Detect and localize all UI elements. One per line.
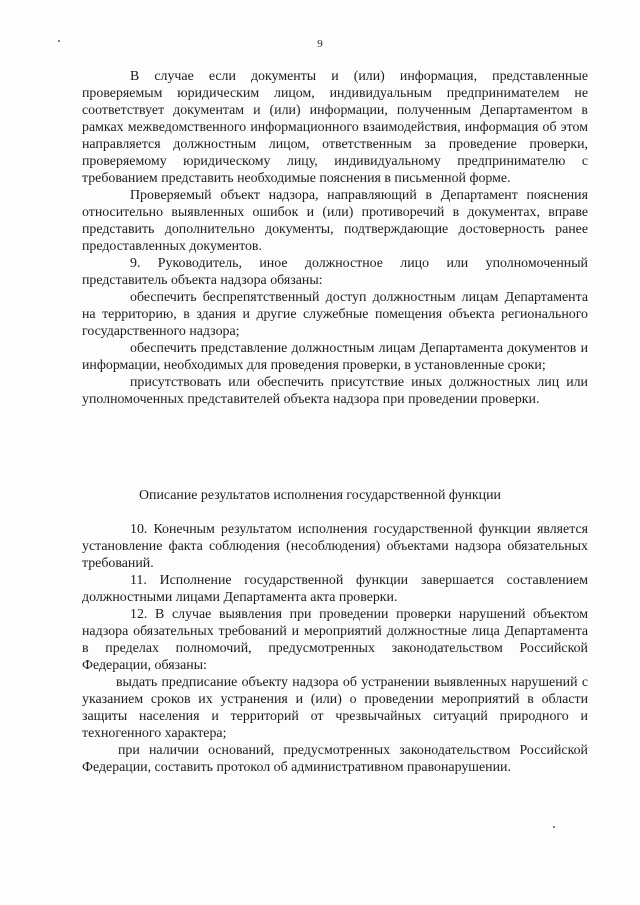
paragraph-item-10: 10. Конечным результатом исполнения государственной функции является установление факта соблюдения (несоблюдения) объектами надзора обязательных требований. (82, 522, 588, 571)
scan-speck (58, 40, 60, 42)
paragraph-draw-protocol: при наличии оснований, предусмотренных законодательством Российской Федерации, составить протокол об административном правонарушении. (82, 743, 588, 775)
paragraph-provide-documents: обеспечить представление должностным лицам Департамента документов и информации, необходимых для проведения проверки, в установленные сроки; (82, 341, 588, 373)
paragraph-attend-inspection: присутствовать или обеспечить присутствие иных должностных лиц или уполномоченных представителей объекта надзора при проведении проверки. (82, 375, 588, 407)
top-text-block (82, 68, 588, 408)
paragraph-item-9: 9. Руководитель, иное должностное лицо или уполномоченный представитель объекта надзора обязаны: (82, 256, 588, 288)
page-number: 9 (317, 38, 323, 50)
paragraph-explanations: Проверяемый объект надзора, направляющий в Департамент пояснения относительно выявленных ошибок и (или) противоречий в документах, вправе представить дополнительно документы, подтверждающие достоверность ранее предоставленных документов. (82, 188, 588, 254)
paragraph-item-11: 11. Исполнение государственной функции завершается составлением должностными лицами Департамента акта проверки. (82, 573, 588, 605)
bottom-text-block (82, 521, 588, 776)
paragraph-ensure-access: обеспечить беспрепятственный доступ должностным лицам Департамента на территорию, в здания и другие служебные помещения объекта регионального государственного надзора; (82, 290, 588, 339)
paragraph-issue-order: выдать предписание объекту надзора об устранении выявленных нарушений с указанием сроков их устранения и (или) о проведении мероприятий в области защиты населения и территорий от чрезвычайных ситуаций природного и техногенного характера; (82, 675, 588, 741)
paragraph-info-mismatch: В случае если документы и (или) информация, представленные проверяемым юридическим лицом, индивидуальным предпринимателем не соответствует документам и (или) информации, полученным Департаментом в рамках межведомственного информационного взаимодействия, информация об этом направляется должностным лицом, ответственным за проведение проверки, проверяемому юридическому лицу, индивидуальному предпринимателю с требованием представить необходимые пояснения в письменной форме. (82, 69, 588, 186)
paragraph-item-12: 12. В случае выявления при проведении проверки нарушений объектом надзора обязательных требований и мероприятий должностные лица Департамента в пределах полномочий, предусмотренных законодательством Российской Федерации, обязаны: (82, 607, 588, 673)
section-heading: Описание результатов исполнения государственной функции (139, 488, 501, 503)
scan-speck (553, 826, 555, 828)
